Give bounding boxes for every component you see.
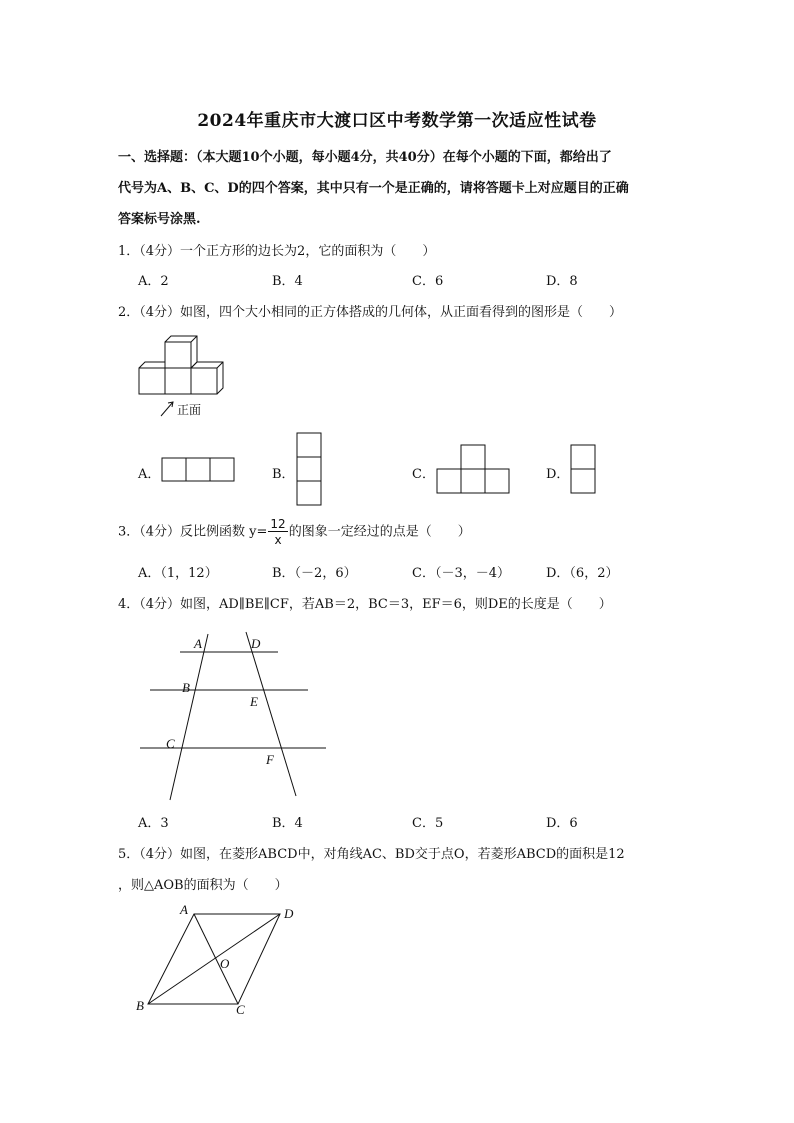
q5-point-a: A <box>180 902 188 917</box>
question-1-stem: 1．（4分）一个正方形的边长为2，它的面积为（ ） <box>118 244 436 259</box>
q4-point-e: E <box>250 694 258 709</box>
q4-option-d[interactable]: D．6 <box>546 816 578 831</box>
question-4-stem: 4．（4分）如图，AD∥BE∥CF，若AB＝2，BC＝3，EF＝6，则DE的长度是（ ） <box>118 597 612 612</box>
q4-option-a[interactable]: A．3 <box>138 816 169 831</box>
q2-option-d-figure[interactable] <box>570 444 597 496</box>
q2-option-b-figure[interactable] <box>296 432 323 508</box>
q5-rhombus-figure <box>134 900 304 1018</box>
q1-option-a[interactable]: A．2 <box>138 274 169 289</box>
section-instructions-line3: 答案标号涂黑. <box>118 212 201 227</box>
q3-option-d[interactable]: D．（6，2） <box>546 566 619 581</box>
q2-front-label: 正面 <box>177 403 202 417</box>
q1-option-c[interactable]: C．6 <box>412 274 444 289</box>
q2-option-c-figure[interactable] <box>436 444 512 496</box>
q2-option-c-label[interactable]: C． <box>412 467 435 482</box>
q3-frac-den: x <box>274 533 282 547</box>
q4-point-c: C <box>166 736 175 751</box>
q1-option-d[interactable]: D．8 <box>546 274 578 289</box>
section-instructions-line1: 一、选择题：（本大题10个小题，每小题4分，共40分）在每个小题的下面，都给出了 <box>118 150 612 165</box>
q3-option-b[interactable]: B．（－2，6） <box>272 566 357 581</box>
q4-point-f: F <box>266 752 274 767</box>
q2-option-d-label[interactable]: D． <box>546 467 570 482</box>
q3-stem-after: 的图象一定经过的点是（ ） <box>288 524 471 540</box>
q3-option-c[interactable]: C．（－3，－4） <box>412 566 510 581</box>
q3-fraction <box>268 518 287 546</box>
page-title: 2024年重庆市大渡口区中考数学第一次适应性试卷 <box>197 111 597 131</box>
q2-cube-figure <box>135 334 231 420</box>
q2-option-b-label[interactable]: B． <box>272 467 295 482</box>
q3-stem-before: 3．（4分）反比例函数 y= <box>118 524 268 540</box>
q5-point-c: C <box>236 1002 245 1017</box>
q5-point-d: D <box>284 906 294 921</box>
q2-option-a-label[interactable]: A． <box>138 467 161 482</box>
question-3-stem <box>118 518 471 546</box>
q4-point-d: D <box>251 636 261 651</box>
q4-option-c[interactable]: C．5 <box>412 816 444 831</box>
q5-point-o: O <box>220 956 230 971</box>
question-2-stem: 2．（4分）如图，四个大小相同的正方体搭成的几何体，从正面看得到的图形是（ ） <box>118 305 623 320</box>
q4-point-a: A <box>194 636 202 651</box>
q4-parallel-lines-figure <box>138 620 328 802</box>
q1-option-b[interactable]: B．4 <box>272 274 303 289</box>
q3-frac-num: 12 <box>270 517 286 531</box>
q2-option-a-figure[interactable] <box>161 457 237 483</box>
q3-option-a[interactable]: A．（1，12） <box>138 566 218 581</box>
q5-point-b: B <box>136 998 144 1013</box>
question-5-stem-line1: 5．（4分）如图，在菱形ABCD中，对角线AC、BD交于点O，若菱形ABCD的面积是12 <box>118 847 625 862</box>
section-instructions-line2: 代号为A、B、C、D的四个答案，其中只有一个是正确的，请将答题卡上对应题目的正确 <box>118 181 629 196</box>
question-5-stem-line2: ，则△AOB的面积为（ ） <box>118 878 288 893</box>
q4-option-b[interactable]: B．4 <box>272 816 303 831</box>
q4-point-b: B <box>182 680 190 695</box>
